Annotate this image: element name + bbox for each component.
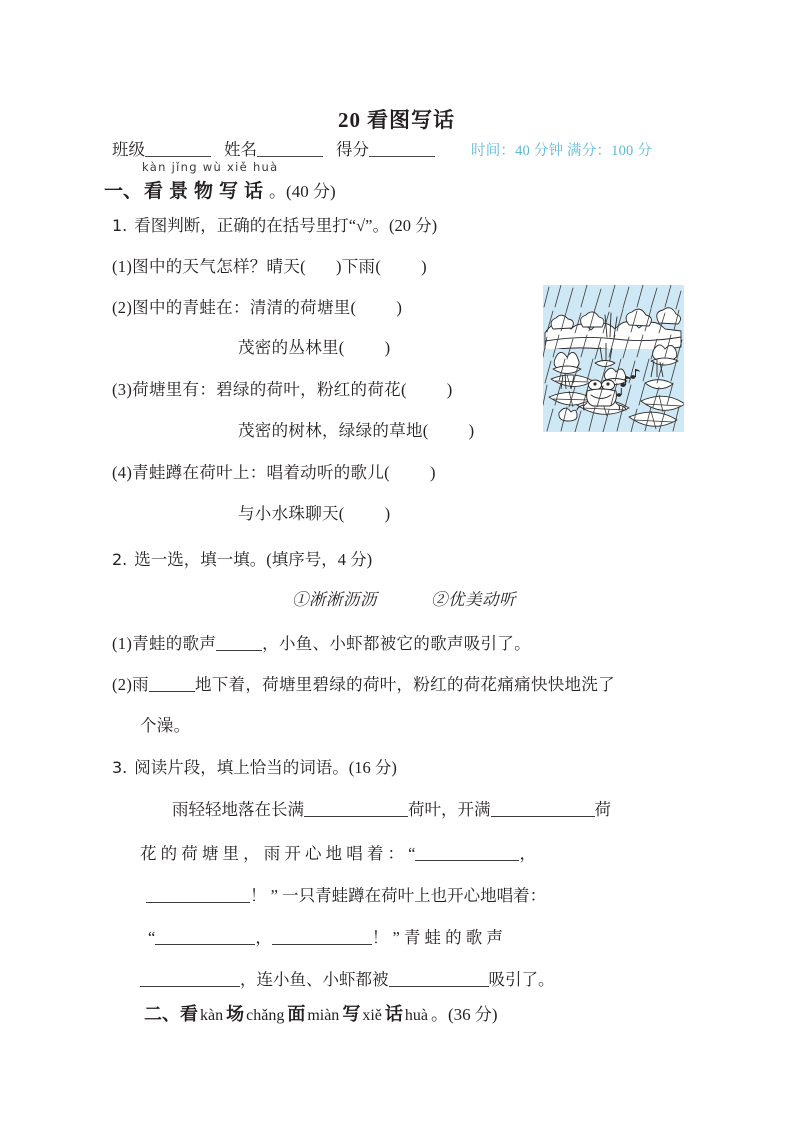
section2-pinyin-4: xiě — [362, 1007, 382, 1024]
score-label: 得分 — [336, 140, 369, 159]
section2-index: 二、 — [144, 1004, 180, 1024]
q1-item-3 — [238, 334, 390, 358]
q2-item-2 — [112, 671, 615, 695]
section2-pinyin-1: kàn — [200, 1007, 224, 1024]
q3-passage-line-5 — [140, 966, 555, 990]
q3-blank-3[interactable] — [415, 846, 519, 861]
exam-meta-info: 时间：40 分钟 满分：100 分 — [471, 143, 653, 159]
section2-pinyin-5: huà — [404, 1007, 428, 1024]
section2-char-5: 话 — [384, 1004, 403, 1024]
q3-passage-line-1 — [172, 796, 611, 820]
class-label: 班级 — [112, 140, 145, 159]
option-1[interactable]: ①淅淅沥沥 — [292, 590, 377, 609]
section1-title: 看景物写话 — [144, 181, 270, 202]
q1-item-4-end[interactable]: ) — [446, 380, 453, 399]
q2-item-2-post: 地下着，荷塘里碧绿的荷叶，粉红的荷花痛痛快快地洗了 — [194, 675, 615, 694]
section2-char-3: 面 — [287, 1004, 306, 1024]
q1-item-3-end[interactable]: ) — [384, 338, 391, 357]
q2-item-1-pre: (1)青蛙的歌声 — [112, 634, 217, 653]
question-2-number: 2. — [112, 550, 128, 569]
q1-item-3-label: 茂密的丛林里( — [238, 338, 345, 357]
question-1-prompt — [112, 212, 437, 236]
section2-char-2: 场 — [226, 1004, 245, 1024]
section1-index: 一、 — [104, 181, 143, 202]
q3-l1-c: 荷 — [594, 800, 611, 819]
q3-l4-c: ！ ” 青 蛙 的 歌 声 — [371, 928, 503, 947]
q1-item-5-end[interactable]: ) — [468, 421, 475, 440]
q3-blank-5[interactable] — [155, 930, 255, 945]
q1-item-5-label: 茂密的树林，绿绿的草地( — [238, 421, 429, 440]
question-1-text: 看图判断，正确的在括号里打“√”。(20 分) — [134, 216, 438, 235]
class-input-blank[interactable] — [145, 142, 211, 157]
question-2-prompt — [112, 546, 372, 570]
score-input-blank[interactable] — [369, 142, 435, 157]
q1-item-5 — [238, 417, 474, 441]
question-1-number: 1. — [112, 216, 128, 235]
q3-blank-4[interactable] — [146, 888, 250, 903]
name-label: 姓名 — [224, 140, 257, 159]
student-info-row — [112, 136, 702, 160]
q3-blank-1[interactable] — [304, 802, 408, 817]
q1-item-6-end[interactable]: ) — [429, 463, 436, 482]
q2-item-2-cont — [140, 712, 190, 736]
name-input-blank[interactable] — [257, 142, 323, 157]
q3-l5-b: 吸引了。 — [488, 970, 555, 989]
section2-char-1: 看 — [180, 1004, 198, 1024]
question-2-options — [292, 586, 516, 610]
page-title — [0, 104, 793, 134]
q1-item-6-label: (4)青蛙蹲在荷叶上：唱着动听的歌儿( — [112, 463, 390, 482]
section1-score: 。(40 分) — [269, 182, 336, 201]
q3-blank-6[interactable] — [272, 930, 372, 945]
question-3-text: 阅读片段，填上恰当的词语。(16 分) — [134, 758, 397, 777]
q3-l5-a: ，连小鱼、小虾都被 — [240, 970, 389, 989]
page-title-text: 看图写话 — [367, 108, 455, 132]
section1-pinyin: kàn jǐng wù xiě huà — [142, 160, 279, 174]
q2-item-2-pre: (2)雨 — [112, 675, 149, 694]
q3-passage-line-4 — [148, 924, 503, 948]
q1-item-2-end[interactable]: ) — [396, 298, 403, 317]
section2-pinyin-2: chǎng — [246, 1007, 285, 1024]
q3-blank-2[interactable] — [491, 802, 595, 817]
q1-item-4 — [112, 376, 453, 400]
q3-l3-a: ！ ” 一只青蛙蹲在荷叶上也开心地唱着： — [250, 886, 547, 905]
q1-item-1-label: (1)图中的天气怎样？晴天( — [112, 257, 306, 276]
q2-item-2-blank[interactable] — [149, 677, 195, 692]
section2-heading — [144, 1000, 498, 1026]
pond-scene-svg — [543, 285, 684, 432]
section2-pinyin-3: miàn — [307, 1007, 340, 1024]
rainy-lotus-pond-illustration — [543, 285, 684, 432]
q2-item-1 — [112, 630, 531, 654]
q3-l2-a: 花 的 荷 塘 里 ， 雨 开 心 地 唱 着 ： “ — [140, 844, 416, 863]
question-2-text: 选一选，填一填。(填序号，4 分) — [134, 550, 373, 569]
page-title-number: 20 — [338, 108, 361, 132]
q3-l2-b: ， — [519, 844, 536, 863]
question-3-number: 3. — [112, 758, 128, 777]
q1-item-2-label: (2)图中的青蛙在：清清的荷塘里( — [112, 298, 357, 317]
section2-char-4: 写 — [342, 1004, 361, 1024]
q1-item-4-label: (3)荷塘里有：碧绿的荷叶，粉红的荷花( — [112, 380, 407, 399]
q1-item-1 — [112, 253, 427, 277]
q1-item-6 — [112, 459, 436, 483]
section2-score: 。(36 分) — [430, 1005, 498, 1024]
q3-l1-a: 雨轻轻地落在长满 — [172, 800, 304, 819]
q1-item-1-end[interactable]: ) — [421, 257, 427, 276]
q3-passage-line-2 — [140, 840, 536, 864]
q3-blank-7[interactable] — [140, 972, 240, 987]
q3-passage-line-3 — [146, 882, 546, 906]
q1-item-2 — [112, 294, 402, 318]
q2-item-2-cont-text: 个澡。 — [140, 716, 191, 735]
q1-item-1-mid[interactable]: )下雨( — [335, 257, 382, 276]
q1-item-7 — [238, 500, 390, 524]
q2-item-1-blank[interactable] — [216, 636, 262, 651]
q3-l4-b: ， — [255, 928, 272, 947]
q3-l1-b: 荷叶，开满 — [408, 800, 491, 819]
question-3-prompt — [112, 754, 397, 778]
q3-l4-a: “ — [148, 928, 156, 947]
q3-blank-8[interactable] — [389, 972, 489, 987]
q2-item-1-post: ，小鱼、小虾都被它的歌声吸引了。 — [262, 634, 531, 653]
q1-item-7-label: 与小水珠聊天( — [238, 504, 345, 523]
section1-heading — [104, 176, 336, 203]
option-2[interactable]: ②优美动听 — [431, 590, 516, 609]
q1-item-7-end[interactable]: ) — [384, 504, 391, 523]
